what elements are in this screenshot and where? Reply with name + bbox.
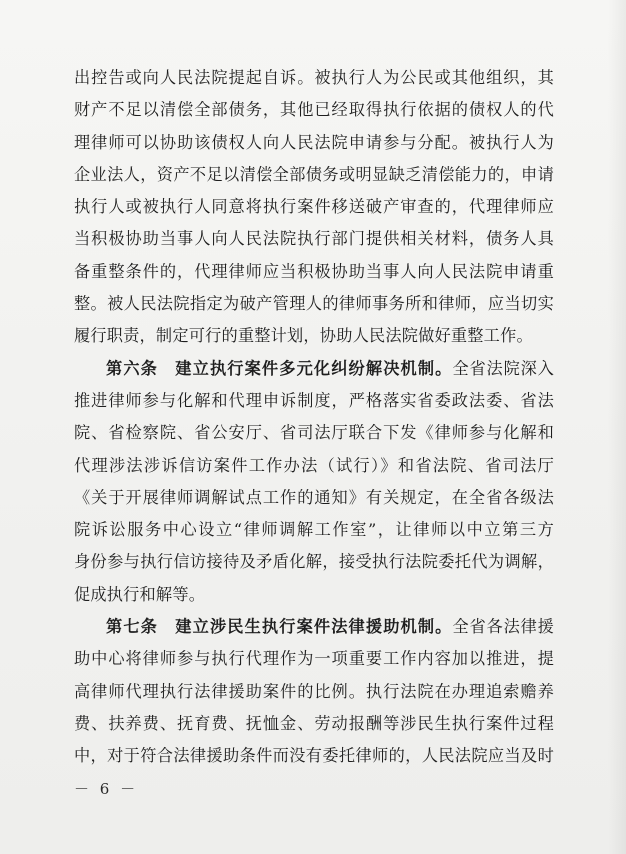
text-line: 高律师代理执行法律援助案件的比例。执行法院在办理追索赡养 [74,681,554,701]
text-line: 助中心将律师参与执行代理作为一项重要工作内容加以推进，提 [74,649,554,669]
text-line: 履行职责，制定可行的重整计划，协助人民法院做好重整工作。 [74,326,533,346]
text-line: 院诉讼服务中心设立“律师调解工作室”，让律师以中立第三方 [74,520,554,540]
page-edge-shadow [608,0,626,854]
text-line: 促成执行和解等。 [74,584,206,604]
text-line: 整。被人民法院指定为破产管理人的律师事务所和律师，应当切实 [74,294,554,314]
text-line: 《关于开展律师调解试点工作的通知》有关规定，在全省各级法 [74,487,554,507]
text-line: 当积极协助当事人向人民法院执行部门提供相关材料，债务人具 [74,229,554,249]
text-line: 备重整条件的，代理律师应当积极协助当事人向人民法院申请重 [74,261,554,281]
text-line: 企业法人，资产不足以清偿全部债务或明显缺乏清偿能力的，申请 [74,164,554,184]
text-line: 院、省检察院、省公安厅、省司法厅联合下发《律师参与化解和 [74,423,554,443]
article-7-first-line-text: 全省各法律援 [452,617,555,637]
text-line: 理律师可以协助该债权人向人民法院申请参与分配。被执行人为 [74,132,554,152]
page-number: － 6 － [74,780,139,798]
article-7-paragraph [74,611,554,772]
document-body [74,62,554,773]
article-6-heading: 第六条 建立执行案件多元化纠纷解决机制。 [106,358,453,378]
article-7-heading: 第七条 建立涉民生执行案件法律援助机制。 [106,617,453,637]
text-line: 代理涉法涉诉信访案件工作办法（试行）》和省法院、省司法厅 [74,455,554,475]
text-line: 执行人或被执行人同意将执行案件移送破产审查的，代理律师应 [74,197,554,217]
text-line: 中，对于符合法律援助条件而没有委托律师的，人民法院应当及时 [74,746,554,766]
text-line: 推进律师参与化解和代理申诉制度，严格落实省委政法委、省法 [74,390,554,410]
text-line: 费、扶养费、抚育费、抚恤金、劳动报酬等涉民生执行案件过程 [74,713,554,733]
article-7-first-line [74,611,554,643]
article-6-first-line-text: 全省法院深入 [452,358,555,378]
article-6-paragraph [74,353,554,611]
article-6-first-line [74,353,554,385]
text-line: 出控告或向人民法院提起自诉。被执行人为公民或其他组织，其 [74,68,554,87]
text-line: 身份参与执行信访接待及矛盾化解，接受执行法院委托代为调解， [74,552,554,572]
paragraph-continuation [74,62,554,353]
text-line: 财产不足以清偿全部债务，其他已经取得执行依据的债权人的代 [74,100,554,120]
